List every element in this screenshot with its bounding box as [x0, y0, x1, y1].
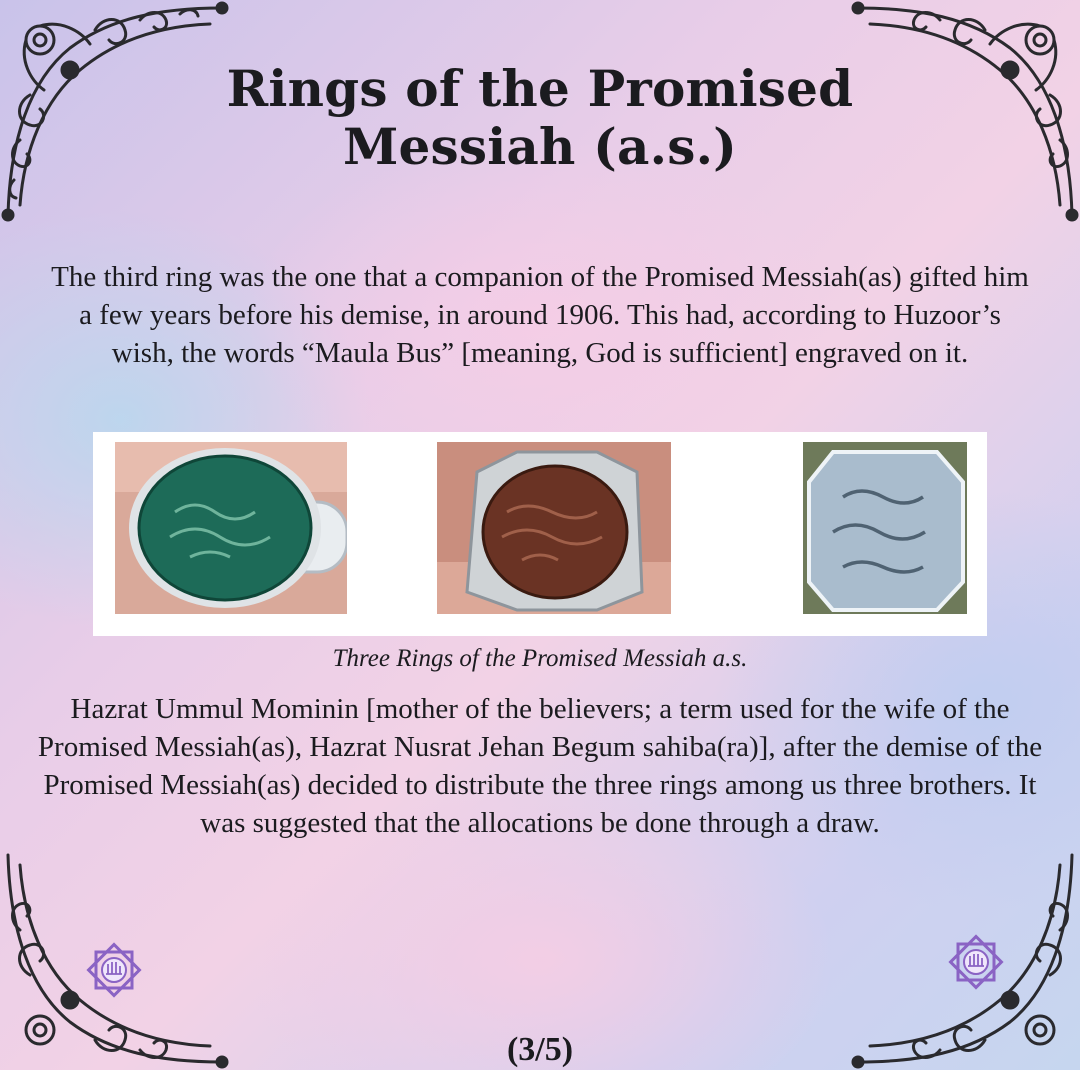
body-paragraph: Hazrat Ummul Mominin [mother of the believers; a term used for the wife of the Promised Messiah(as), Hazrat Nusrat Jehan Begum sahiba(ra)], after the demise of the Promised Messiah(as) decided to distribute the three rings among us three brothers. It was suggested that the allocations be done through a draw.	[37, 693, 1043, 839]
green-stone-ring-image	[115, 442, 347, 614]
calligraphy-emblem-icon	[84, 940, 144, 1000]
ring-photo-panel	[93, 432, 987, 636]
image-caption: Three Rings of the Promised Messiah a.s.	[332, 645, 748, 672]
page-number: (3/5)	[506, 1031, 574, 1068]
silver-octagonal-ring-image	[803, 442, 967, 614]
intro-paragraph: The third ring was the one that a companion of the Promised Messiah(as) gifted him a few years before his demise, in around 1906. This had, according to Huzoor’s wish, the words “Maula Bus” [meaning, God is sufficient] engraved on it.	[51, 261, 1029, 369]
brown-stone-ring-image	[437, 442, 671, 614]
page-title: Rings of the Promised Messiah (a.s.)	[226, 59, 854, 176]
calligraphy-emblem-icon	[946, 932, 1006, 992]
